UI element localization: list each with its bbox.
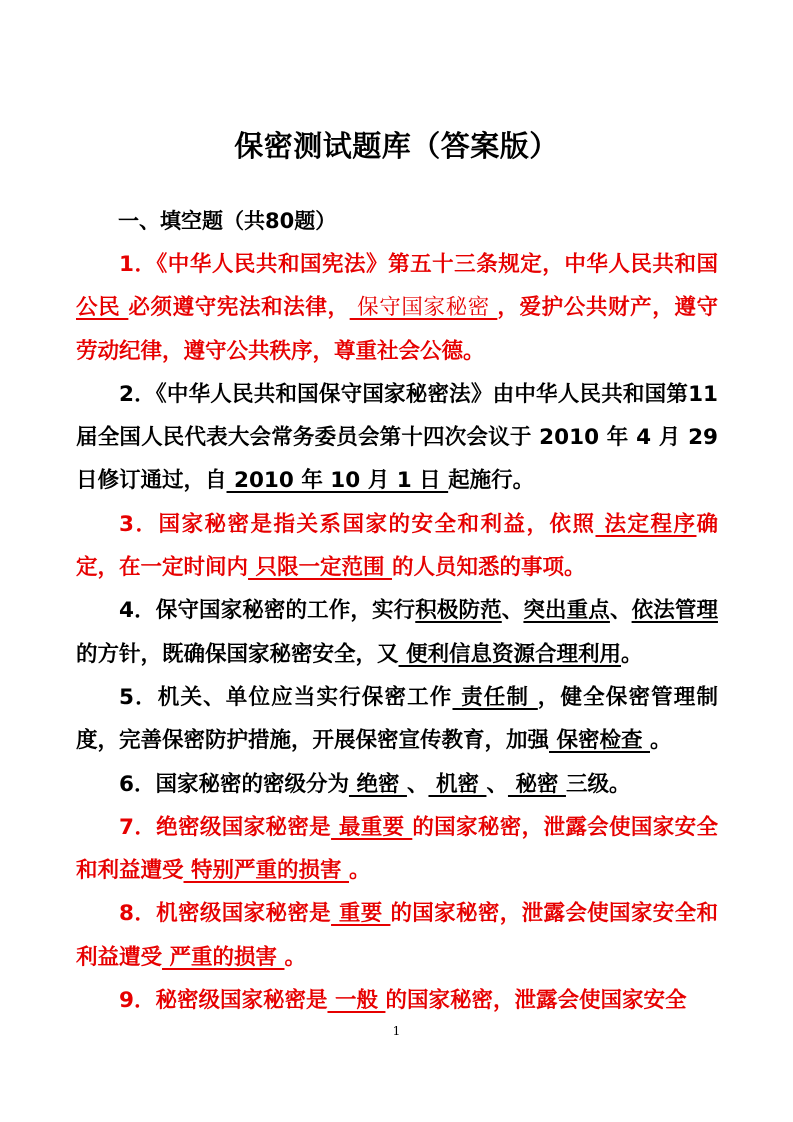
question-text: 确定，在一定时间内 — [76, 511, 718, 581]
section-heading: 一、填空题（共80题） — [118, 209, 337, 233]
answer-blank: 最重要 — [331, 814, 413, 840]
question-text: 4．保守国家秘密的工作，实行 — [119, 598, 416, 624]
question-text: 。 — [284, 944, 307, 970]
question-4 — [76, 589, 718, 676]
answer-blank: 保密检查 — [549, 728, 650, 754]
question-text: 起施行。 — [448, 468, 535, 494]
answer-blank: 2010 年 10 月 1 日 — [226, 468, 449, 494]
answer-blank: 机密 — [428, 771, 487, 797]
question-text: 必须遵守宪法和法律， — [128, 295, 350, 321]
document-title: 保密测试题库（答案版） — [234, 129, 559, 163]
answer-blank: 依法管理 — [631, 598, 718, 624]
answer-blank: 便利信息资源合理利用 — [398, 641, 622, 667]
question-text: 3．国家秘密是指关系国家的安全和利益，依照 — [119, 511, 596, 537]
question-2 — [76, 373, 718, 503]
question-text: 的国家秘密，泄露会使国家安全和利益遭受 — [76, 814, 718, 884]
answer-blank: 积极防范 — [415, 598, 502, 624]
question-6 — [76, 763, 718, 806]
question-text: 9．秘密级国家秘密是 — [119, 988, 328, 1014]
answer-blank: 特别严重的损害 — [183, 858, 349, 884]
answer-blank: 一般 — [327, 988, 386, 1014]
question-text: 、 — [486, 771, 508, 797]
answer-blank: 重要 — [331, 901, 391, 927]
answer-blank: 严重的损害 — [162, 944, 285, 970]
question-text: ，健全保密管理制度，完善保密防护措施，开展保密宣传教育，加强 — [76, 684, 718, 754]
question-text: 5．机关、单位应当实行保密工作 — [119, 684, 453, 710]
question-text: 、 — [501, 598, 524, 624]
question-5 — [76, 676, 718, 763]
question-8 — [76, 892, 718, 979]
question-text: 、 — [609, 598, 632, 624]
question-text: 的方针，既确保国家秘密安全，又 — [76, 641, 399, 667]
question-7 — [76, 806, 718, 893]
question-text: 2．《中华人民共和国保守国家秘密法》由中华人民共和国第11 届全国人民代表大会常务委员会第十四次会议于 2010 年 4 月 29日修订通过，自 — [76, 381, 718, 494]
answer-blank: 法定程序 — [595, 511, 697, 537]
answer-blank: 绝密 — [348, 771, 407, 797]
question-text: 6．国家秘密的密级分为 — [119, 771, 349, 797]
question-text: 、 — [406, 771, 429, 797]
question-text: 的国家秘密，泄露会使国家安全和利益遭受 — [76, 901, 718, 970]
question-text: 的人员知悉的事项。 — [392, 555, 586, 581]
question-text: 三级。 — [565, 771, 631, 797]
question-9 — [76, 979, 718, 1022]
question-text: 。 — [349, 858, 371, 884]
answer-blank: 只限一定范围 — [248, 555, 392, 581]
question-3 — [76, 503, 718, 590]
question-text: ，爱护公共财产，遵守劳动纪律，遵守公共秩序，尊重社会公德。 — [76, 295, 718, 364]
question-text: 。 — [650, 728, 672, 754]
question-text: 1．《中华人民共和国宪法》第五十三条规定，中华人民共和国 — [119, 252, 718, 277]
question-text: 7．绝密级国家秘密是 — [119, 814, 332, 840]
question-text: 的国家秘密，泄露会使国家安全 — [385, 988, 687, 1014]
answer-blank: 公民 — [76, 295, 129, 321]
answer-blank: 突出重点 — [523, 598, 610, 624]
question-1 — [76, 243, 718, 373]
question-list — [76, 243, 718, 1022]
question-text: 。 — [621, 641, 643, 667]
page-number: 1 — [392, 1024, 401, 1038]
answer-blank: 保守国家秘密 — [349, 295, 498, 321]
answer-blank: 秘密 — [507, 771, 566, 797]
question-text: 8．机密级国家秘密是 — [119, 901, 332, 927]
answer-blank: 责任制 — [452, 684, 538, 710]
